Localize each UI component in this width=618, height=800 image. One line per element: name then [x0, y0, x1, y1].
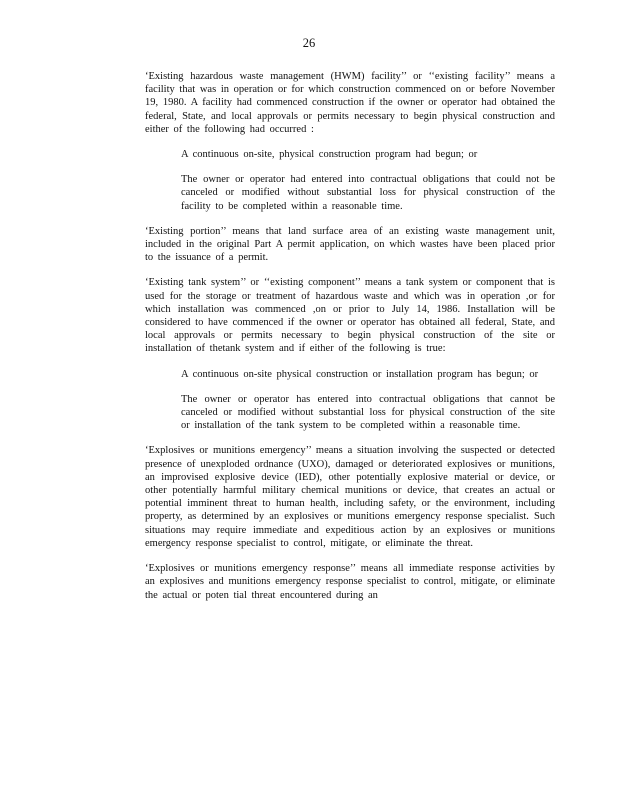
condition-item: The owner or operator has entered into contractual obligations that cannot be canceled or modified without substantial loss for physical construction of the site or installation of the tank system to be completed within a reasonable time.: [181, 393, 555, 432]
condition-item: A continuous on-site, physical construction program had begun; or: [181, 149, 478, 161]
definition-hwm-facility: ‘Existing hazardous waste management (HWM) facility’’ or ‘‘existing facility’’ means a facility that was in operation or for which construction commenced on or before November 19, 1980. A facility had commenced construction if the owner or operator had obtained the federal, State, and local approvals or permits necessary to begin physical construction and either of the following had occurred :: [145, 71, 555, 135]
condition-item: The owner or operator had entered into contractual obligations that could not be canceled or modified without substantial loss for physical construction of the facility to be completed within a reasonable time.: [181, 174, 555, 212]
definition-munitions-emergency: ‘Explosives or munitions emergency’’ means a situation involving the suspected or detected presence of unexploded ordnance (UXO), damaged or deteriorated explosives or munitions, an improvised explosive device (IED), other potentially explosive material or device, or other potentially harmful military chemical munitions or device, that creates an actual or potential imminent threat to human health, including safety, or the environment, including property, as determined by an explosives or munitions emergency response specialist. Such situations may require immediate and expeditious action by an explosives or munitions emergency response specialist to control, mitigate, or eliminate the threat.: [145, 445, 555, 549]
definition-existing-tank-system: ‘Existing tank system’’ or ‘‘existing component’’ means a tank system or component that is used for the storage or treatment of hazardous waste and which was in operation ,or for which installation was commenced ,on or prior to July 14, 1986. Installation will be considered to have commenced if the owner or operator has obtained all federal, State, and local approvals or permits necessary to begin physical construction of the site or installation of thetank system and if either of the following is true:: [145, 277, 555, 355]
condition-item: A continuous on-site physical construction or installation program has begun; or: [181, 368, 539, 380]
definition-existing-portion: ‘Existing portion’’ means that land surface area of an existing waste management unit, included in the original Part A permit application, on which wastes have been placed prior to the issuance of a permit.: [145, 225, 555, 264]
definition-munitions-emergency-response: ‘Explosives or munitions emergency response’’ means all immediate response activities by an explosives and munitions emergency response specialist to control, mitigate, or eliminate the actual or poten tial threat encountered during an: [145, 563, 555, 601]
page-number: 26: [302, 36, 316, 50]
document-body: [145, 70, 555, 614]
